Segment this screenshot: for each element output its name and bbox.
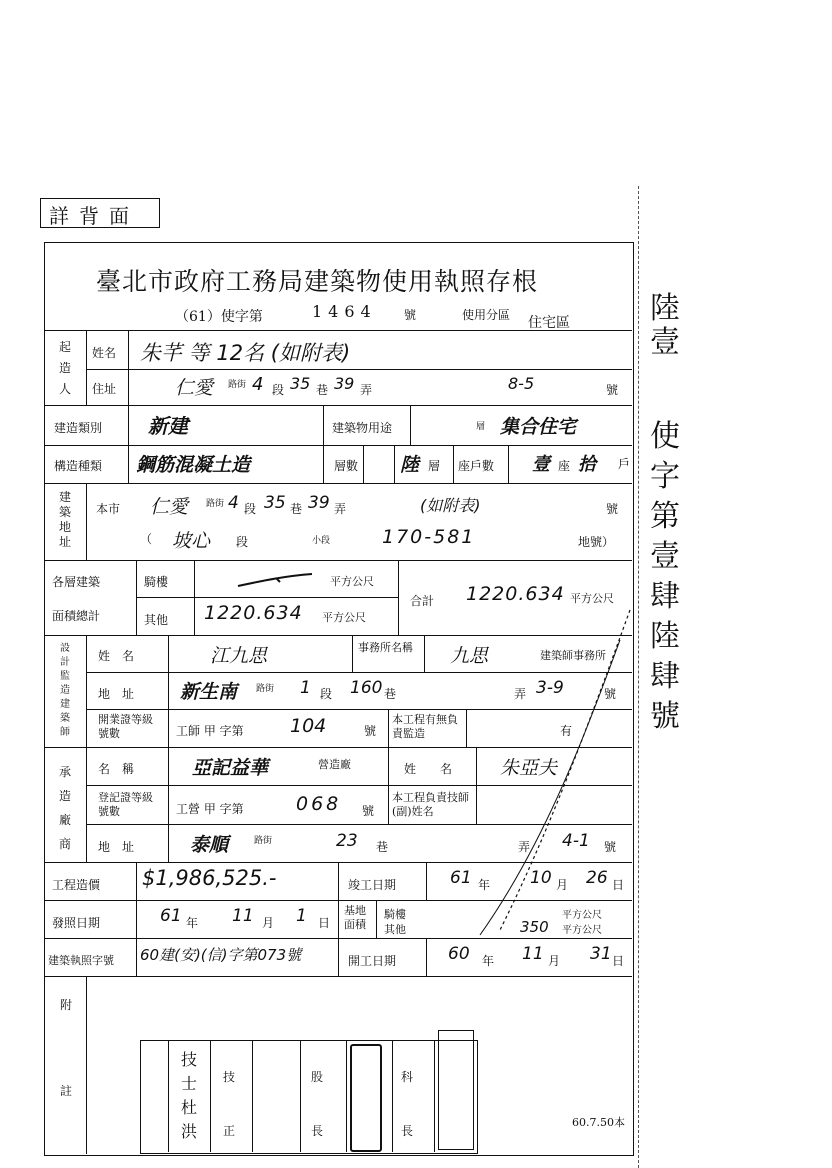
rule	[394, 445, 395, 483]
applicant-addr-alley-num: 39	[334, 374, 355, 393]
site-section-num: 4	[228, 493, 239, 513]
contractor-cert-number: 068	[296, 793, 342, 815]
rule	[136, 597, 398, 598]
rule	[323, 405, 324, 483]
rule	[168, 635, 169, 862]
contractor-cert-prefix: 工營 甲 字第	[176, 802, 244, 816]
structure-value: 鋼筋混凝土造	[136, 454, 251, 476]
contractor-name-label: 名稱	[98, 762, 147, 776]
floors-unit: 層	[428, 459, 441, 473]
rule	[210, 1040, 211, 1152]
designer-cert-number: 104	[290, 715, 327, 737]
site-section-label: 建 築 地 址	[58, 490, 71, 549]
contractor-address-road: 泰順	[190, 834, 229, 856]
rule	[410, 405, 411, 445]
rule	[398, 560, 399, 635]
area-total-label: 合計	[410, 594, 435, 608]
contractor-name-suffix: 營造廠	[318, 758, 351, 771]
designer-addr-no-num: 3-9	[536, 678, 564, 698]
rule	[86, 976, 87, 1154]
designer-name-value: 江九思	[210, 645, 268, 667]
rule	[168, 1040, 169, 1152]
area-total-value: 1220.634	[466, 583, 565, 605]
rule	[388, 747, 389, 824]
stamp-technician: 技士杜洪	[180, 1050, 197, 1141]
completion-day-unit: 日	[612, 878, 625, 892]
applicant-addr-lane-unit: 巷	[316, 383, 329, 397]
applicant-addr-no-unit: 號	[606, 383, 619, 397]
base-unit-other: 平方公尺	[562, 925, 602, 936]
designer-cert-label: 開業證等級號數	[98, 713, 153, 740]
site-alley-unit: 弄	[334, 502, 347, 516]
cost-label: 工程造價	[52, 878, 101, 892]
contractor-person-value: 朱亞夫	[500, 757, 558, 779]
contractor-section-label: 承 造 廠 商	[58, 765, 71, 851]
designer-addr-lane-unit: 巷	[384, 687, 397, 701]
area-other-label: 其他	[144, 613, 169, 627]
rule	[136, 862, 137, 976]
rule	[128, 330, 129, 405]
designer-supervise-label: 本工程有無負責監造	[392, 713, 458, 740]
stamp-unit-chief: 股長	[310, 1070, 323, 1138]
license-suffix: 號	[404, 308, 417, 322]
category-value: 新建	[148, 414, 188, 438]
units-seat-unit: 座	[558, 459, 571, 473]
base-arcade-label: 騎樓	[384, 908, 406, 921]
arcade-strike-mark	[236, 570, 316, 590]
issue-day-unit: 日	[318, 916, 331, 930]
rule	[376, 900, 377, 938]
site-lane-unit: 巷	[290, 502, 303, 516]
rule	[300, 1040, 301, 1152]
contractor-address-label: 地址	[98, 840, 147, 854]
designer-address-road: 新生南	[180, 681, 238, 703]
structure-label: 構造種類	[54, 459, 103, 473]
document-tag-text: 詳背面	[49, 204, 139, 228]
designer-supervise-value: 有	[560, 724, 573, 738]
designer-addr-section-unit: 段	[320, 687, 333, 701]
designer-firm-label: 事務所名稱	[358, 641, 413, 654]
site-no-unit: 號	[606, 502, 619, 516]
permit-value: 60建(安)(信)字第073號	[140, 946, 302, 964]
rule	[352, 635, 353, 672]
site-note: (如附表)	[420, 496, 481, 515]
issue-year-unit: 年	[186, 916, 199, 930]
contractor-addr-no-unit: 號	[604, 840, 617, 854]
rule	[426, 938, 427, 976]
base-label: 基地面積	[344, 904, 366, 931]
rule	[426, 862, 427, 900]
zone-label: 使用分區	[462, 308, 511, 322]
applicant-name-label: 姓名	[92, 346, 117, 360]
zone-value: 住宅區	[528, 315, 570, 331]
start-year: 60	[448, 944, 470, 964]
start-month-unit: 月	[548, 954, 561, 968]
rule	[346, 1040, 347, 1152]
applicant-address-road: 仁愛	[175, 377, 214, 399]
rule	[388, 709, 389, 747]
rule	[128, 405, 129, 483]
applicant-addr-no-num: 8-5	[508, 374, 535, 393]
contractor-addr-lane-unit: 巷	[376, 840, 389, 854]
rule	[86, 330, 87, 405]
site-road: 仁愛	[150, 496, 189, 518]
designer-firm-value: 九思	[450, 645, 489, 667]
rule	[44, 405, 632, 406]
site-lane-num: 35	[264, 493, 286, 513]
stamp-engineer: 技正	[222, 1070, 235, 1138]
rule	[424, 635, 425, 672]
license-prefix: （61）使字第	[175, 309, 263, 325]
page-gutter	[638, 186, 639, 1168]
form-footer: 60.7.50本	[572, 1116, 625, 1129]
rule	[392, 1040, 393, 1152]
site-subsection-unit: 小段	[312, 536, 331, 546]
issue-label: 發照日期	[52, 916, 101, 930]
designer-addr-road-unit: 路街	[256, 684, 275, 694]
designer-name-label: 姓名	[98, 649, 147, 663]
area-other-value: 1220.634	[204, 602, 303, 624]
contractor-name-value: 亞記益華	[192, 757, 269, 779]
issue-month: 11	[232, 906, 254, 926]
site-paren-open: （	[140, 532, 153, 546]
completion-year-unit: 年	[478, 878, 491, 892]
units-value: 拾	[578, 454, 596, 475]
license-number: 1464	[312, 302, 377, 321]
contractor-cert-suffix: 號	[362, 804, 375, 818]
site-land-no-unit: 地號）	[578, 535, 615, 549]
area-label-top: 各層建築	[52, 575, 101, 589]
base-other-label: 其他	[384, 923, 406, 936]
rule	[136, 560, 137, 635]
start-month: 11	[522, 944, 544, 964]
site-city: 本市	[96, 502, 121, 516]
start-year-unit: 年	[482, 954, 495, 968]
floors-label: 層數	[334, 459, 359, 473]
category-label: 建造類別	[54, 421, 103, 435]
site-land-no: 170-581	[382, 526, 476, 548]
date-seal	[438, 1030, 474, 1150]
contractor-cert-label: 登記證等級號數	[98, 791, 153, 818]
stamp-section-chief: 科長	[400, 1070, 413, 1138]
completion-year: 61	[450, 868, 472, 888]
base-value: 350	[520, 918, 549, 936]
floors-value: 陸	[400, 454, 420, 476]
applicant-addr-section-num: 4	[252, 374, 264, 395]
contractor-person-label: 姓名	[404, 762, 477, 776]
area-label-bottom: 面積總計	[52, 609, 101, 623]
rule	[434, 1040, 435, 1152]
applicant-name-value: 朱芊 等 12名 (如附表)	[140, 341, 351, 365]
area-other-unit: 平方公尺	[322, 611, 366, 624]
designer-addr-lane-num: 160	[350, 678, 383, 698]
contractor-addr-alley-unit: 弄	[518, 840, 531, 854]
contractor-addr-road-unit: 路街	[254, 836, 273, 846]
diagonal-strike-mark	[440, 600, 632, 940]
designer-section-label: 設 計 監 造 建 築 師	[60, 643, 70, 738]
designer-addr-alley-unit: 弄	[514, 687, 527, 701]
site-road-unit: 路街	[206, 499, 225, 509]
contractor-addr-lane-num: 23	[336, 831, 358, 851]
designer-address-label: 地址	[98, 687, 147, 701]
permit-label: 建築執照字號	[48, 954, 114, 967]
applicant-address-label: 住址	[92, 382, 117, 396]
designer-addr-no-unit: 號	[604, 687, 617, 701]
rule	[44, 976, 632, 977]
rule	[194, 560, 195, 635]
base-unit-arcade: 平方公尺	[562, 910, 602, 921]
issue-day: 1	[296, 906, 307, 926]
applicant-section-label: 起 造 人	[58, 340, 71, 396]
issue-year: 61	[160, 906, 182, 926]
area-arcade-unit: 平方公尺	[330, 575, 374, 588]
rule	[86, 483, 87, 560]
rule	[44, 560, 632, 561]
rule	[44, 445, 632, 446]
rule	[44, 330, 632, 331]
use-label: 建築物用途	[332, 421, 393, 435]
site-alley-num: 39	[308, 493, 330, 513]
rule	[453, 445, 454, 483]
area-arcade-label: 騎樓	[144, 575, 169, 589]
designer-firm-suffix: 建築師事務所	[540, 649, 606, 662]
adjacent-page-text: 陸 壹 使 字 第 壹 肆 陸 肆 號	[650, 291, 680, 734]
applicant-addr-road-unit: 路街	[228, 380, 247, 390]
remarks-label-top: 附	[60, 998, 73, 1012]
start-day-unit: 日	[612, 954, 625, 968]
units-seat-value: 壹	[532, 454, 550, 475]
applicant-addr-section-unit: 段	[272, 383, 285, 397]
issue-month-unit: 月	[262, 916, 275, 930]
start-day: 31	[590, 944, 612, 964]
document-tag	[40, 198, 160, 228]
rule	[252, 1040, 253, 1152]
rule	[363, 445, 364, 483]
contractor-addr-no-num: 4-1	[562, 831, 590, 851]
designer-addr-section-num: 1	[300, 678, 311, 698]
designer-cert-suffix: 號	[364, 724, 377, 738]
remarks-label-bottom: 註	[60, 1084, 73, 1098]
completion-day: 26	[586, 868, 608, 888]
use-floor-label: 層	[476, 422, 486, 432]
rule	[44, 483, 632, 484]
cost-value: $1,986,525.-	[142, 866, 277, 890]
area-total-unit: 平方公尺	[570, 592, 614, 605]
completion-label: 竣工日期	[348, 878, 397, 892]
start-label: 開工日期	[348, 954, 397, 968]
approval-seal	[350, 1044, 382, 1152]
site-land-section: 坡心	[172, 530, 211, 552]
form-title: 臺北市政府工務局建築物使用執照存根	[96, 267, 539, 296]
applicant-addr-lane-num: 35	[290, 374, 311, 393]
contractor-engineer-label: 本工程負責技師(副)姓名	[392, 791, 469, 818]
completion-month: 10	[530, 868, 552, 888]
use-value: 集合住宅	[500, 416, 577, 438]
designer-cert-prefix: 工師 甲 字第	[176, 724, 244, 738]
rule	[338, 862, 339, 976]
rule	[86, 369, 632, 370]
completion-month-unit: 月	[556, 878, 569, 892]
units-unit: 戶	[618, 457, 631, 471]
rule	[86, 635, 87, 862]
applicant-addr-alley-unit: 弄	[360, 383, 373, 397]
site-section-unit: 段	[244, 502, 257, 516]
rule	[508, 445, 509, 483]
units-label: 座戶數	[458, 459, 495, 473]
site-land-section-unit: 段	[236, 535, 249, 549]
